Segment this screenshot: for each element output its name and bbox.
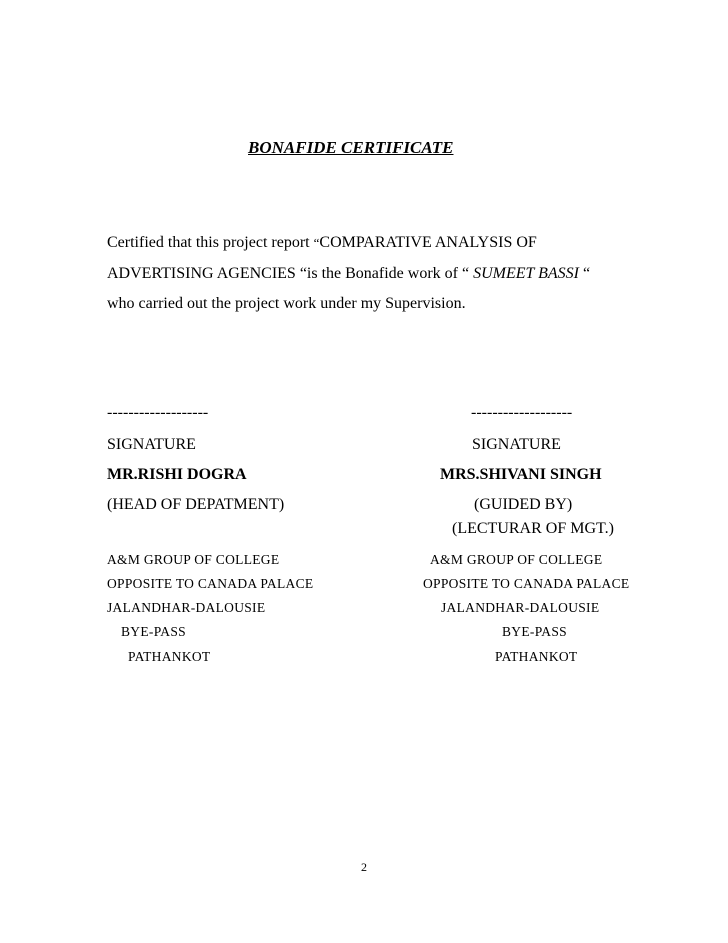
right-address-line-2: OPPOSITE TO CANADA PALACE: [423, 576, 630, 591]
right-address-line-3: JALANDHAR-DALOUSIE: [441, 600, 600, 615]
left-address-line-3: JALANDHAR-DALOUSIE: [107, 600, 266, 615]
right-address-line-1: A&M GROUP OF COLLEGE: [430, 552, 603, 567]
left-signature-line: -------------------: [107, 404, 209, 421]
right-signature-line: -------------------: [471, 404, 573, 421]
left-address-line-2: OPPOSITE TO CANADA PALACE: [107, 576, 314, 591]
right-signatory-name: MRS.SHIVANI SINGH: [440, 466, 602, 483]
left-address-line-5: PATHANKOT: [128, 649, 211, 664]
right-signature-label: SIGNATURE: [472, 436, 561, 453]
left-address-line-1: A&M GROUP OF COLLEGE: [107, 552, 280, 567]
certificate-line-3: who carried out the project work under my Supervision.: [107, 295, 466, 312]
certificate-title: BONAFIDE CERTIFICATE: [248, 138, 454, 157]
right-address-line-5: PATHANKOT: [495, 649, 578, 664]
left-signatory-role: (HEAD OF DEPATMENT): [107, 496, 285, 513]
student-name: SUMEET BASSI: [473, 265, 580, 282]
certificate-line-2-b: “: [579, 265, 591, 282]
right-signatory-role-2: (LECTURAR OF MGT.): [452, 520, 614, 537]
left-signatory-name: MR.RISHI DOGRA: [107, 466, 247, 483]
right-signatory-role: (GUIDED BY): [474, 496, 573, 513]
left-signature-label: SIGNATURE: [107, 436, 196, 453]
certificate-line-1-quote: “: [313, 235, 320, 250]
certificate-line-1-a: Certified that this project report: [107, 234, 314, 251]
page-number: 2: [361, 860, 367, 874]
left-address-line-4: BYE-PASS: [121, 624, 186, 639]
certificate-line-1-b: COMPARATIVE ANALYSIS OF: [319, 234, 537, 251]
certificate-line-1: [107, 235, 537, 251]
certificate-line-2-a: ADVERTISING AGENCIES “is the Bonafide work of “: [107, 265, 474, 282]
right-address-line-4: BYE-PASS: [502, 624, 567, 639]
certificate-line-2: [107, 266, 590, 282]
